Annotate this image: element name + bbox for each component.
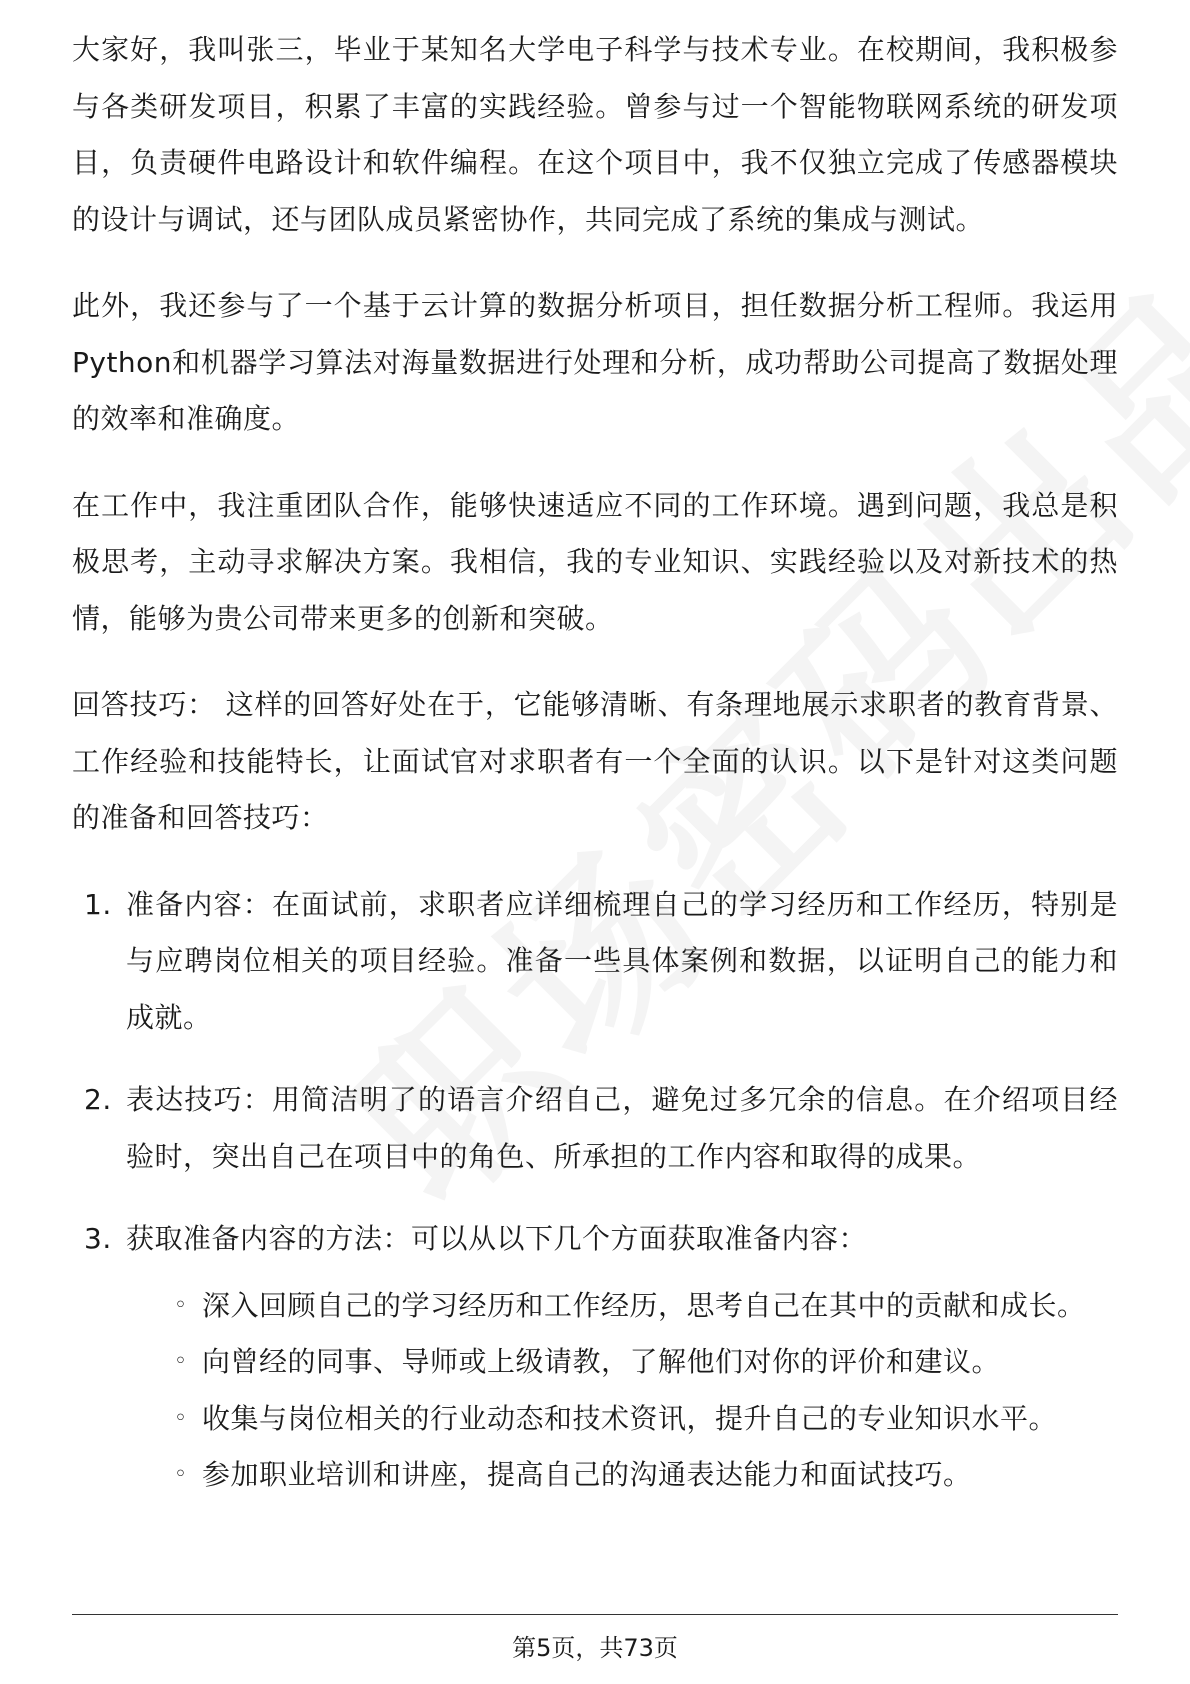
sub-list-item — [174, 1447, 1118, 1504]
bullet-icon: ◦ — [174, 1462, 188, 1487]
list-number: 2. — [84, 1083, 112, 1116]
sub-list — [126, 1278, 1118, 1504]
sub-list-item — [174, 1334, 1118, 1391]
list-number: 1. — [84, 887, 112, 921]
sub-list-item-text: 参加职业培训和讲座，提高自己的沟通表达能力和面试技巧。 — [202, 1458, 972, 1491]
list-item-text: 获取准备内容的方法：可以从以下几个方面获取准备内容： — [126, 1222, 868, 1255]
tips-list-item — [72, 1072, 1118, 1185]
bullet-icon: ◦ — [174, 1292, 188, 1318]
paragraph-answer-tips: 回答技巧： 这样的回答好处在于，它能够清晰、有条理地展示求职者的教育背景、工作经验和技能特长，让面试官对求职者有一个全面的认识。以下是针对这类问题的准备和回答技巧： — [72, 688, 1118, 834]
tips-list-item — [72, 877, 1118, 1047]
page-number: 第5页，共73页 — [512, 1634, 678, 1662]
list-item-text: 表达技巧：用简洁明了的语言介绍自己，避免过多冗余的信息。在介绍项目经验时，突出自己在项目中的角色、所承担的工作内容和取得的成果。 — [126, 1083, 1118, 1173]
page-content — [72, 22, 1118, 1530]
sub-list-item — [174, 1391, 1118, 1448]
paragraph-cloud-project: 此外，我还参与了一个基于云计算的数据分析项目，担任数据分析工程师。我运用Python和机器学习算法对海量数据进行处理和分析，成功帮助公司提高了数据处理的效率和准确度。 — [72, 289, 1118, 435]
paragraph-teamwork: 在工作中，我注重团队合作，能够快速适应不同的工作环境。遇到问题，我总是积极思考，主动寻求解决方案。我相信，我的专业知识、实践经验以及对新技术的热情，能够为贵公司带来更多的创新和突破。 — [72, 488, 1118, 635]
paragraph-intro: 大家好，我叫张三，毕业于某知名大学电子科学与技术专业。在校期间，我积极参与各类研发项目，积累了丰富的实践经验。曾参与过一个智能物联网系统的研发项目，负责硬件电路设计和软件编程。在这个项目中，我不仅独立完成了传感器模块的设计与调试，还与团队成员紧密协作，共同完成了系统的集成与测试。 — [72, 33, 1118, 236]
bullet-icon: ◦ — [174, 1405, 188, 1431]
sub-list-item-text: 向曾经的同事、导师或上级请教，了解他们对你的评价和建议。 — [202, 1345, 1001, 1378]
list-number: 3. — [84, 1222, 112, 1255]
tips-list — [72, 877, 1118, 1504]
footer-divider — [72, 1614, 1118, 1615]
sub-list-item — [174, 1278, 1118, 1335]
sub-list-item-text: 收集与岗位相关的行业动态和技术资讯，提升自己的专业知识水平。 — [202, 1401, 1058, 1435]
bullet-icon: ◦ — [174, 1349, 188, 1374]
list-item-text: 准备内容：在面试前，求职者应详细梳理自己的学习经历和工作经历，特别是与应聘岗位相关的项目经验。准备一些具体案例和数据，以证明自己的能力和成就。 — [126, 887, 1118, 1034]
sub-list-item-text: 深入回顾自己的学习经历和工作经历，思考自己在其中的贡献和成长。 — [202, 1288, 1086, 1322]
tips-list-item — [72, 1211, 1118, 1504]
